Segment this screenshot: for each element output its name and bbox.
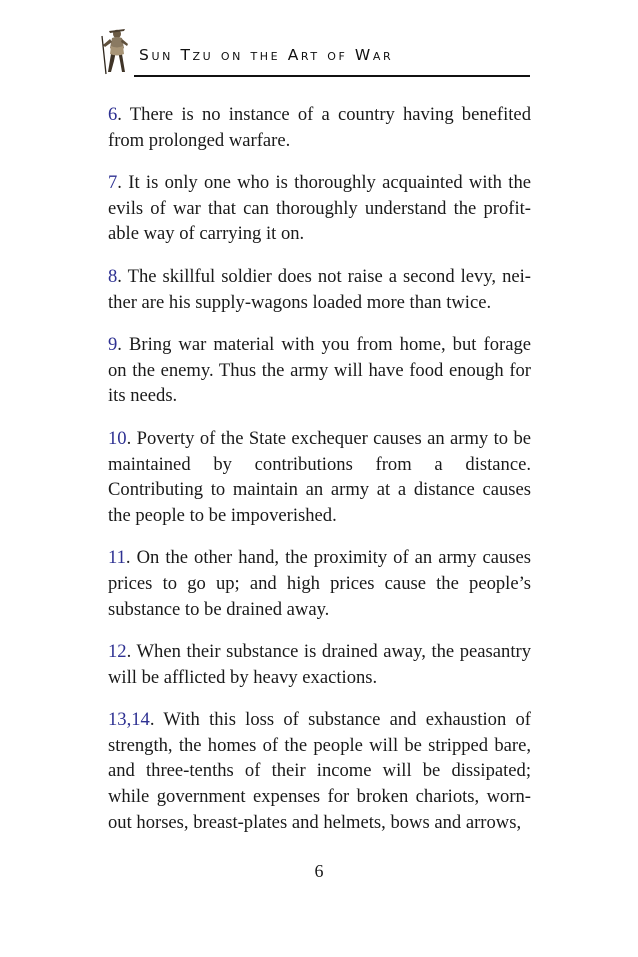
paragraph-text: . There is no instance of a country having benefited from prolonged warfare.: [108, 104, 531, 151]
paragraph-number: 7: [108, 172, 118, 194]
running-title: Sun Tzu on the Art of War: [139, 46, 394, 64]
paragraph-number: 13,14: [108, 709, 150, 731]
page-number: 6: [314, 861, 324, 881]
paragraph-text: . It is only one who is thoroughly acquainted with the evils of war that can thoroughly understand the profitable way of carrying it on.: [108, 172, 531, 245]
paragraph-text: . Bring war material with you from home, but forage on the enemy. Thus the army will have food enough for its needs.: [108, 334, 531, 407]
paragraph-text: . With this loss of substance and exhaustion of strength, the homes of the people will be stripped bare, and three-tenths of their income will be dissipated; while government expenses for broken chariots, worn-out horses, breast-plates and helmets, bows and arrows,: [108, 709, 531, 833]
paragraph-10: [108, 426, 531, 528]
paragraph-number: 9: [108, 334, 118, 356]
paragraph-text: . The skillful soldier does not raise a second levy, neither are his supply-wagons loaded more than twice.: [108, 265, 531, 313]
paragraph-6: [108, 102, 531, 153]
paragraph-8: [108, 264, 531, 315]
paragraph-number: 12: [108, 641, 127, 663]
paragraph-number: 6: [108, 104, 118, 125]
paragraph-7: [108, 170, 531, 247]
paragraph-text: . On the other hand, the proximity of an army causes prices to go up; and high prices cause the people’s substance to be drained away.: [108, 547, 531, 620]
paragraph-text: . Poverty of the State exchequer causes an army to be maintained by contributions from a distance. Contributing to maintain an army at a distance causes the people to be impoverished.: [108, 427, 531, 526]
paragraph-13-14: [108, 707, 531, 835]
paragraph-9: [108, 332, 531, 409]
paragraph-11: [108, 545, 531, 622]
header-rule: [134, 75, 530, 77]
paragraph-number: 11: [108, 547, 126, 569]
body-text: [108, 102, 531, 852]
warrior-figure-icon: [100, 26, 132, 76]
page-header: [100, 26, 532, 80]
paragraph-number: 10: [108, 427, 127, 449]
paragraph-number: 8: [108, 265, 118, 287]
paragraph-text: . When their substance is drained away, the peasantry will be afflicted by heavy exactions.: [108, 641, 531, 688]
paragraph-12: [108, 639, 531, 690]
